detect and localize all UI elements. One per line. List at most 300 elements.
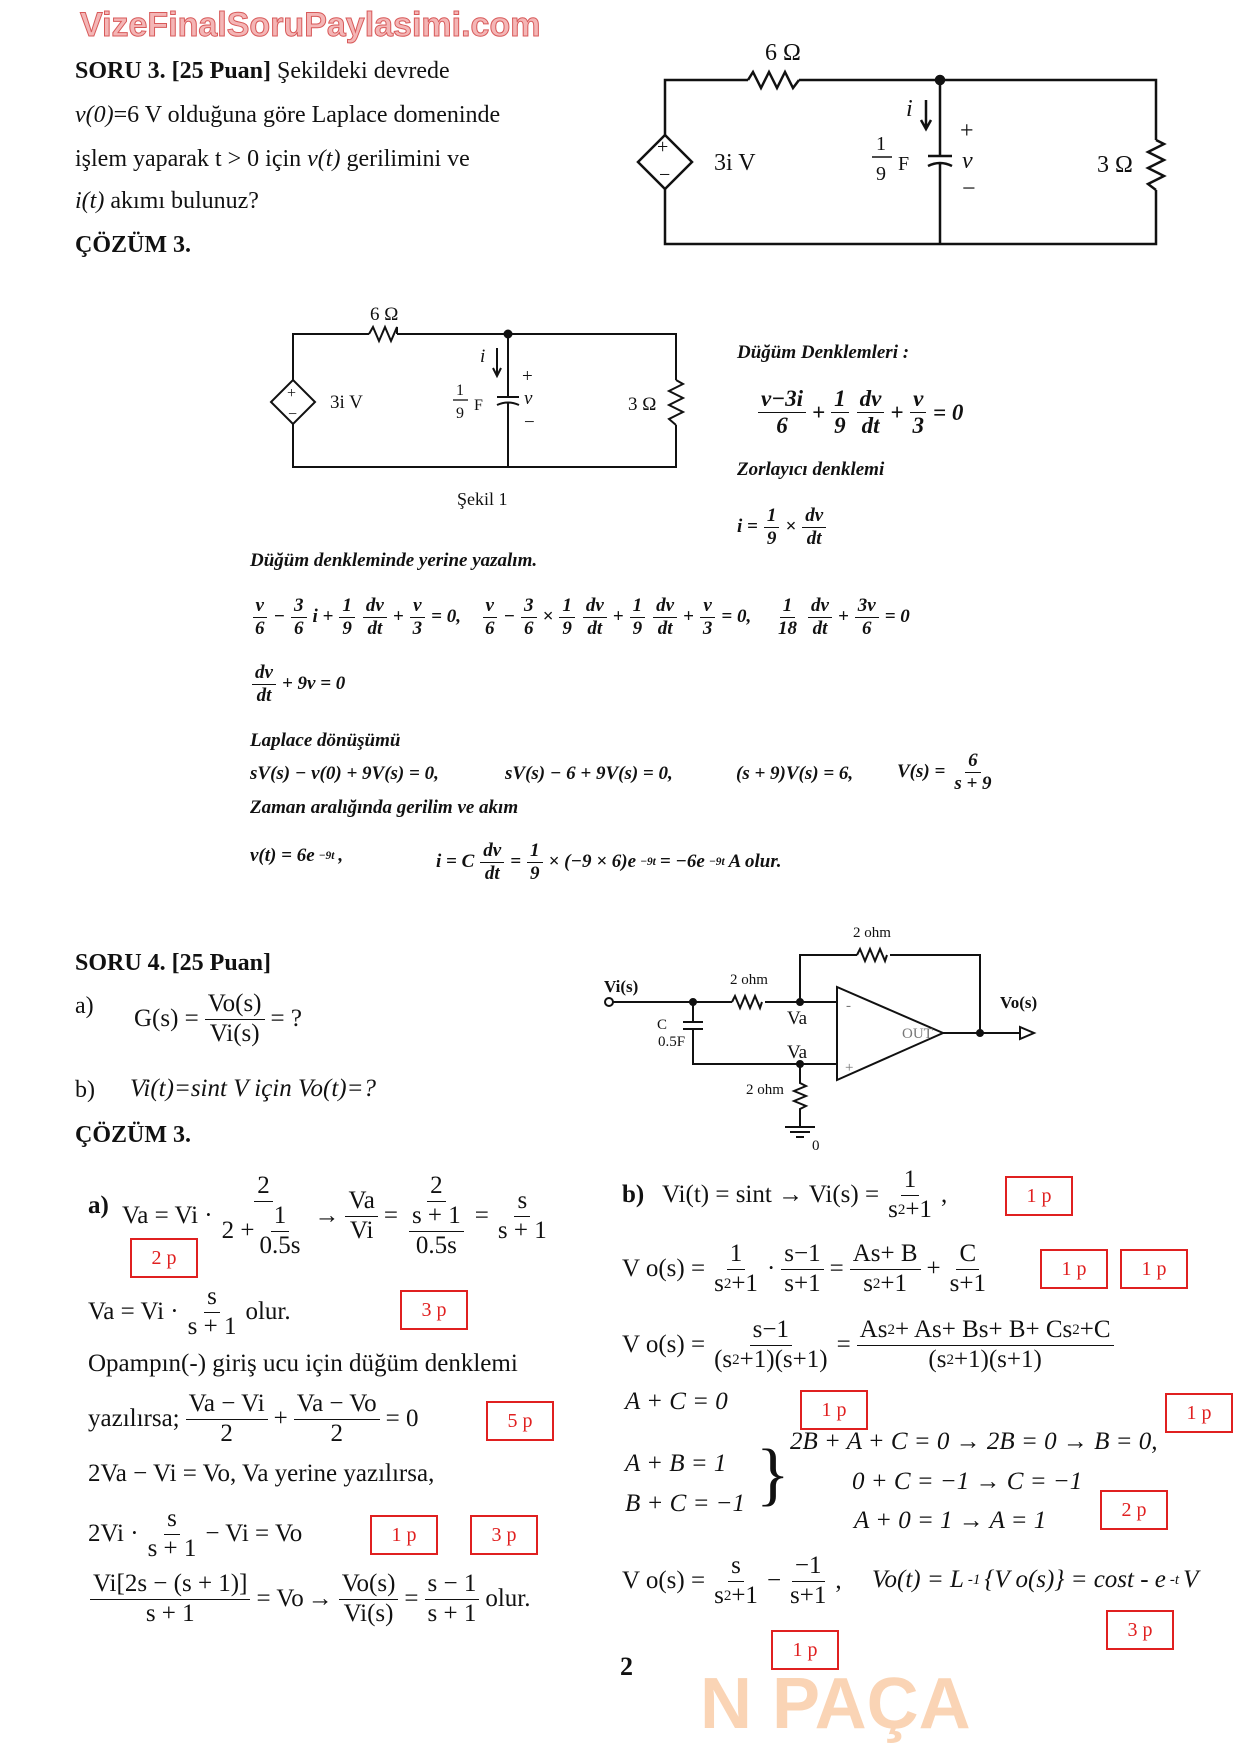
- math-text: +: [926, 1255, 941, 1283]
- math-superscript: 2: [887, 1321, 895, 1338]
- math-superscript: -t: [1169, 1571, 1180, 1588]
- sol-b-eq-6: B + C = −1: [625, 1490, 746, 1517]
- fraction-denominator: [584, 618, 605, 640]
- math-text: =: [510, 851, 522, 873]
- math-fraction: [482, 595, 498, 640]
- fraction-denominator: [527, 863, 543, 885]
- math-fraction: [951, 750, 994, 795]
- math-superscript: 2: [723, 1587, 732, 1604]
- math-fraction: [521, 595, 537, 640]
- math-text: 3: [912, 413, 924, 439]
- c1-src-plus: +: [657, 136, 669, 158]
- math-text: 9: [766, 527, 777, 549]
- math-text: 3: [702, 617, 713, 639]
- math-text: = 0,: [431, 606, 461, 628]
- math-text: s + 1: [411, 1201, 461, 1229]
- math-text: 9: [342, 617, 352, 639]
- fraction-denominator: [341, 1600, 397, 1629]
- math-text: Vo(s): [207, 990, 262, 1017]
- points-box: 1 p: [771, 1630, 839, 1670]
- c1-r1-label: 6 Ω: [765, 40, 801, 66]
- fraction-numerator: [254, 1172, 273, 1202]
- fraction-denominator: [256, 1232, 303, 1261]
- fraction-numerator: [410, 595, 424, 618]
- math-text: 6: [524, 617, 534, 639]
- points-box: 2 p: [130, 1238, 198, 1278]
- math-text: s−1: [784, 1240, 821, 1267]
- c1-cap-n: 1: [876, 133, 886, 155]
- math-fraction: [495, 1187, 550, 1246]
- math-text: + As+ Bs+ B+ Cs: [894, 1316, 1073, 1343]
- math-text: dv: [255, 662, 273, 683]
- math-fraction: [711, 1316, 830, 1375]
- math-text: Va = Vi ·: [88, 1298, 179, 1326]
- opamp-vo-label: Vo(s): [1000, 993, 1038, 1012]
- math-text: ×: [542, 606, 554, 628]
- fraction-denominator: [711, 1346, 830, 1375]
- opamp-rin-label: 2 ohm: [730, 972, 768, 988]
- math-text: As: [859, 1316, 888, 1343]
- math-text: 1: [342, 595, 352, 616]
- math-text: s+1: [949, 1269, 986, 1297]
- substitution-eq-2: [480, 595, 751, 640]
- points-box: 3 p: [1106, 1610, 1174, 1650]
- math-text: sV(s) − v(0) + 9V(s) = 0,: [250, 763, 439, 784]
- sol-a-eq-6: [88, 1505, 302, 1564]
- math-text: (s: [928, 1345, 947, 1373]
- math-fraction: [885, 1166, 935, 1225]
- fraction-numerator: [527, 840, 543, 863]
- math-text: dt: [587, 617, 603, 639]
- fraction-denominator: [143, 1600, 198, 1629]
- math-text: =: [829, 1255, 844, 1283]
- math-superscript: −9t: [318, 850, 335, 862]
- math-text: 2Vi ·: [88, 1520, 139, 1548]
- math-text: 3: [294, 595, 304, 616]
- fraction-denominator: [291, 618, 307, 640]
- fraction-denominator: [252, 618, 268, 640]
- forcing-equation: [737, 505, 828, 550]
- math-text: s + 1: [145, 1599, 195, 1627]
- math-text: +1)(s+1): [953, 1345, 1042, 1373]
- math-text: G(s) =: [134, 1005, 199, 1033]
- math-text: dv: [656, 595, 675, 616]
- fraction-numerator: [901, 1166, 920, 1196]
- fraction-numerator: [425, 1570, 480, 1600]
- fraction-numerator: [271, 1202, 290, 1232]
- math-text: +1)(s+1): [739, 1345, 828, 1373]
- math-text: s + 1: [497, 1216, 547, 1244]
- math-text: +1: [731, 1581, 758, 1609]
- math-text: s + 1: [147, 1534, 197, 1562]
- math-text: C: [959, 1240, 977, 1267]
- math-text: 1: [782, 595, 793, 616]
- math-text: dv: [811, 595, 829, 616]
- c2-src-label: 3i V: [330, 392, 363, 413]
- fraction-numerator: [764, 505, 780, 528]
- math-text: 9: [834, 413, 846, 439]
- math-text: 0.5s: [415, 1231, 457, 1259]
- c1-src-label: 3i V: [714, 150, 756, 176]
- math-text: Vo(t) = L: [872, 1566, 964, 1593]
- math-text: dv: [859, 386, 882, 411]
- math-text: 6: [968, 750, 978, 771]
- sol-b-eq-5: A + B = 1: [625, 1450, 727, 1477]
- math-text: s + 9: [954, 772, 992, 794]
- page-number: 2: [620, 1652, 633, 1681]
- math-text: = ?: [270, 1005, 302, 1033]
- math-fraction: [857, 1316, 1114, 1375]
- math-text: =: [836, 1331, 851, 1359]
- fraction-denominator: [185, 1313, 240, 1342]
- resistor-3ohm: [1148, 140, 1164, 190]
- fraction-denominator: [410, 618, 426, 640]
- math-text: v: [485, 595, 494, 616]
- math-fraction: [219, 1172, 309, 1260]
- math-text: 3v: [857, 595, 876, 616]
- math-text: v: [255, 595, 264, 616]
- math-fraction: [404, 1172, 469, 1260]
- fraction-numerator: [559, 595, 575, 618]
- math-text: 6: [294, 617, 304, 639]
- fraction-denominator: [413, 1232, 460, 1261]
- q3-solution-heading: ÇÖZÜM 3.: [75, 232, 191, 258]
- math-text: 1: [530, 840, 540, 861]
- laplace-title: Laplace dönüşümü: [250, 730, 401, 751]
- math-fraction: [583, 595, 607, 640]
- math-superscript: 2: [732, 1351, 740, 1368]
- math-text: 18: [778, 617, 797, 639]
- math-fraction: [559, 595, 575, 640]
- math-fraction: [764, 505, 780, 550]
- math-text: +1: [905, 1195, 932, 1223]
- opamp-plus: +: [845, 1060, 854, 1076]
- watermark-stamp: N PAÇA: [700, 1664, 971, 1744]
- fraction-denominator: [217, 1420, 236, 1449]
- differential-equation: [250, 662, 345, 707]
- math-text: −: [766, 1567, 782, 1595]
- sol-b-eq-2: [622, 1240, 991, 1299]
- fraction-denominator: [951, 773, 994, 795]
- math-text: i =: [737, 516, 758, 538]
- q3-text: akımı bulunuz?: [104, 188, 259, 214]
- math-text: 2: [330, 1419, 343, 1447]
- fraction-numerator: [653, 595, 677, 618]
- math-text: +C: [1079, 1316, 1111, 1343]
- figure-caption: Şekil 1: [457, 489, 508, 509]
- math-text: +: [837, 606, 849, 628]
- opamp-rfb-label: 2 ohm: [853, 925, 891, 941]
- math-text: ×: [785, 516, 797, 538]
- fraction-denominator: [630, 618, 646, 640]
- math-text: olur.: [245, 1298, 291, 1326]
- math-text: Vi(t) = sint → Vi(s) =: [662, 1181, 880, 1209]
- fraction-numerator: [583, 595, 607, 618]
- math-text: = 0,: [721, 606, 752, 628]
- math-text: dt: [657, 617, 673, 639]
- math-text: +: [683, 606, 694, 628]
- math-text: Va = Vi ·: [122, 1202, 213, 1230]
- c1-cap-unit: F: [898, 153, 910, 175]
- sol-a-eq-2: [88, 1283, 291, 1342]
- forcing-title: Zorlayıcı denklemi: [737, 459, 885, 480]
- fraction-numerator: [808, 595, 832, 618]
- math-text: {V o(s)} = cost - e: [984, 1566, 1166, 1593]
- fraction-denominator: [482, 618, 498, 640]
- q3-text: i(t): [75, 188, 105, 214]
- math-fraction: [425, 1570, 480, 1629]
- points-box: 1 p: [1005, 1176, 1073, 1216]
- math-text: Vi[2s − (s + 1)]: [93, 1570, 248, 1597]
- opamp-va-bottom: Va: [787, 1042, 808, 1063]
- math-text: v: [703, 595, 712, 616]
- fraction-denominator: [925, 1346, 1044, 1375]
- math-superscript: 2: [872, 1275, 881, 1292]
- math-fraction: [339, 595, 355, 640]
- c2-minus: −: [524, 412, 535, 433]
- fraction-denominator: [219, 1202, 309, 1261]
- points-box: 1 p: [800, 1390, 868, 1430]
- math-text: = Vo: [256, 1585, 304, 1613]
- math-text: = −6e: [659, 851, 705, 873]
- fraction-denominator: [781, 1270, 823, 1299]
- math-text: dt: [861, 413, 880, 439]
- fraction-numerator: [956, 1240, 979, 1270]
- math-text: − Vi = Vo: [205, 1520, 303, 1548]
- fraction-numerator: [186, 1390, 268, 1420]
- math-text: 1: [729, 1240, 743, 1267]
- opamp-out: OUT: [902, 1026, 933, 1042]
- q3-title: SORU 3. [25 Puan]: [75, 58, 272, 84]
- points-box: 3 p: [470, 1515, 538, 1555]
- math-text: Va: [348, 1186, 375, 1214]
- sol-b-label: b): [622, 1181, 645, 1208]
- math-text: ,: [940, 1181, 948, 1209]
- math-superscript: 2: [897, 1201, 906, 1218]
- math-text: s: [731, 1552, 741, 1579]
- math-fraction: [711, 1240, 761, 1299]
- q4-a-label: a): [75, 993, 94, 1019]
- math-text: Va − Vi: [188, 1390, 265, 1417]
- q4-b-label: b): [75, 1077, 95, 1103]
- math-text: × (−9 × 6)e: [548, 851, 637, 873]
- math-text: s: [517, 1186, 528, 1214]
- math-text: V(s) =: [897, 761, 946, 783]
- math-text: As+ B: [852, 1240, 918, 1267]
- laplace-eq-3: [736, 763, 853, 785]
- fraction-numerator: [727, 1240, 746, 1270]
- q3-text: =6 V olduğuna göre Laplace domeninde: [113, 102, 501, 128]
- math-text: s−1: [752, 1316, 789, 1343]
- q4-title: SORU 4. [25 Puan]: [75, 950, 272, 976]
- math-text: ,: [338, 845, 344, 866]
- math-text: 0.5s: [259, 1231, 301, 1259]
- math-text: 6: [861, 617, 872, 639]
- math-text: s: [863, 1269, 873, 1297]
- fraction-denominator: [947, 1270, 989, 1299]
- current-result: [436, 840, 781, 885]
- math-superscript: 2: [723, 1275, 732, 1292]
- math-fraction: [700, 595, 716, 640]
- math-text: yazılırsa;: [88, 1405, 180, 1433]
- math-superscript: 2: [1072, 1321, 1080, 1338]
- math-fraction: [252, 595, 268, 640]
- fraction-numerator: [345, 1187, 377, 1217]
- fraction-denominator: [347, 1217, 377, 1246]
- math-text: 9: [632, 617, 643, 639]
- c2-src-minus: −: [288, 406, 298, 423]
- fraction-denominator: [885, 1196, 935, 1225]
- c2-cap-n: 1: [456, 382, 464, 399]
- system-brace: }: [756, 1436, 790, 1513]
- fraction-denominator: [207, 1020, 263, 1049]
- math-text: V o(s) =: [622, 1331, 706, 1359]
- math-text: v: [913, 386, 924, 411]
- math-fraction: [850, 1240, 921, 1299]
- math-text: 1: [834, 386, 846, 411]
- math-text: →: [307, 1585, 333, 1613]
- math-text: s: [888, 1195, 898, 1223]
- points-box: 1 p: [1120, 1249, 1188, 1289]
- opamp-va-top: Va: [787, 1008, 808, 1029]
- points-box: 3 p: [400, 1290, 468, 1330]
- math-text: 9: [562, 617, 572, 639]
- math-text: i +: [312, 606, 334, 628]
- math-text: ·: [766, 1255, 776, 1283]
- math-fraction: [256, 1202, 303, 1261]
- c2-cap-d: 9: [456, 405, 464, 422]
- math-fraction: [857, 386, 885, 440]
- fraction-denominator: [327, 1420, 346, 1449]
- math-text: −: [273, 606, 286, 628]
- math-text: V o(s) =: [622, 1255, 706, 1283]
- sol-b-eq-7: 2B + A + C = 0 → 2B = 0 → B = 0,: [790, 1428, 1158, 1455]
- fraction-denominator: [559, 618, 575, 640]
- math-text: ,: [835, 1567, 842, 1595]
- fraction-numerator: [855, 595, 879, 618]
- math-text: dv: [585, 595, 604, 616]
- math-text: = 0: [385, 1405, 419, 1433]
- q3-text: gerilimini ve: [340, 146, 470, 172]
- math-text: +1: [731, 1269, 758, 1297]
- fraction-denominator: [787, 1582, 829, 1611]
- math-text: 2 +: [221, 1216, 255, 1244]
- sol-a-eq-7: [88, 1570, 531, 1629]
- math-fraction: [409, 1202, 464, 1261]
- fraction-denominator: [482, 863, 503, 885]
- fraction-numerator: [521, 595, 537, 618]
- math-fraction: [252, 662, 276, 707]
- opamp-cap-label: C: [657, 1017, 668, 1033]
- sol-a-text-5: 2Va − Vi = Vo, Va yerine yazılırsa,: [88, 1460, 435, 1487]
- math-superscript: -1: [967, 1571, 981, 1588]
- fraction-numerator: [802, 505, 826, 528]
- fraction-numerator: [339, 1570, 399, 1600]
- fraction-numerator: [252, 662, 276, 685]
- opamp-cap-value: 0.5F: [658, 1034, 686, 1050]
- fraction-numerator: [910, 386, 926, 413]
- fraction-numerator: [850, 1240, 921, 1270]
- sol-a-eq-4: [88, 1390, 419, 1449]
- math-fraction: [855, 595, 879, 640]
- math-text: s − 1: [427, 1570, 477, 1597]
- fraction-numerator: [291, 595, 307, 618]
- resistor-6ohm: [748, 72, 799, 88]
- opamp-ground-label: 0: [812, 1138, 820, 1154]
- math-fraction: [831, 386, 849, 440]
- points-box: 2 p: [1100, 1490, 1168, 1530]
- fraction-numerator: [781, 1240, 823, 1270]
- math-text: v(t) = 6e: [250, 845, 315, 866]
- math-text: 9: [530, 862, 540, 884]
- fraction-denominator: [711, 1582, 761, 1611]
- fraction-denominator: [521, 618, 537, 640]
- sol-b-eq-1: [662, 1166, 947, 1225]
- sol-b-eq-4: A + C = 0: [625, 1388, 728, 1415]
- math-text: dv: [483, 840, 502, 861]
- math-text: =: [474, 1202, 489, 1230]
- math-text: v−3i: [761, 386, 804, 411]
- math-text: +: [612, 606, 624, 628]
- fraction-denominator: [364, 618, 385, 640]
- points-box: 1 p: [1040, 1249, 1108, 1289]
- math-fraction: [291, 595, 307, 640]
- math-text: 1: [766, 505, 777, 526]
- c2-current: i: [480, 346, 486, 367]
- fraction-numerator: [363, 595, 387, 618]
- fraction-numerator: [409, 1202, 464, 1232]
- fraction-numerator: [758, 386, 806, 413]
- math-text: dt: [367, 617, 383, 639]
- fraction-numerator: [480, 840, 504, 863]
- math-fraction: [186, 1390, 268, 1449]
- fraction-numerator: [750, 1316, 792, 1346]
- math-text: 3: [524, 595, 534, 616]
- fraction-denominator: [700, 618, 716, 640]
- math-fraction: [758, 386, 806, 440]
- fraction-denominator: [859, 618, 875, 640]
- fraction-denominator: [495, 1217, 550, 1246]
- math-text: =: [404, 1585, 419, 1613]
- fraction-numerator: [253, 595, 267, 618]
- fraction-denominator: [425, 1600, 480, 1629]
- math-text: (s: [714, 1345, 733, 1373]
- math-text: V: [1183, 1566, 1199, 1593]
- math-text: 2: [257, 1172, 270, 1199]
- math-text: dv: [805, 505, 824, 526]
- math-fraction: [781, 1240, 823, 1299]
- fraction-numerator: [164, 1505, 180, 1535]
- c1-current: i: [906, 96, 913, 122]
- math-text: sV(s) − 6 + 9V(s) = 0,: [505, 763, 673, 784]
- watermark-site: VizeFinalSoruPaylasimi.com: [80, 6, 541, 44]
- math-fraction: [711, 1552, 761, 1611]
- node-equations-title: Düğüm Denklemleri :: [737, 342, 910, 363]
- fraction-denominator: [339, 618, 355, 640]
- math-fraction: [205, 990, 265, 1049]
- sol-b-eq-3: [622, 1316, 1116, 1375]
- math-text: = 0: [884, 606, 910, 628]
- c2-src-plus: +: [287, 385, 297, 402]
- fraction-numerator: [514, 1187, 530, 1217]
- math-fraction: [909, 386, 927, 440]
- math-text: 1: [562, 595, 572, 616]
- math-superscript: 2: [946, 1351, 954, 1368]
- math-fraction: [947, 1240, 989, 1299]
- math-text: +: [812, 399, 826, 425]
- math-text: −: [503, 606, 516, 628]
- c1-plus: +: [960, 118, 974, 144]
